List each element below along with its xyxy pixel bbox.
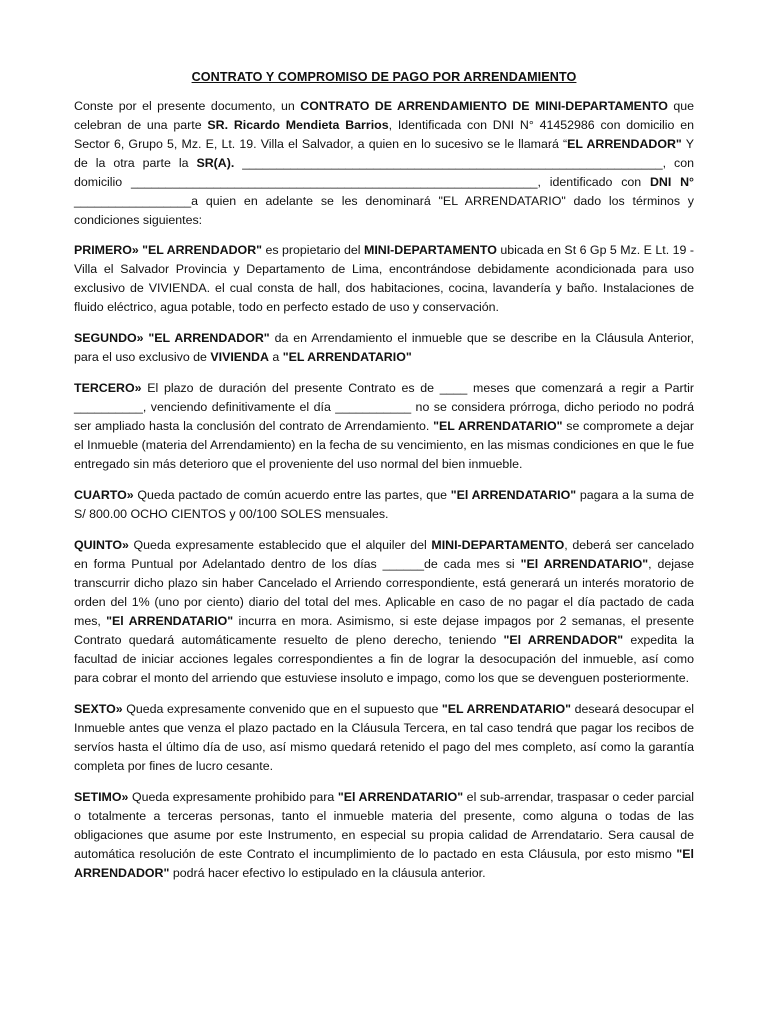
bold-text-run: CONTRATO DE ARRENDAMIENTO DE MINI-DEPARTAMENTO: [300, 99, 668, 113]
bold-text-run: CUARTO»: [74, 488, 134, 502]
clause-quinto: [74, 536, 694, 688]
text-run: deseará desocupar el Inmueble antes que venza el plazo pactado en la Cláusula Tercera, en tal caso tendrá que pagar los recibos de servíos hasta el último día de uso, así mismo quedará retenido el pago del mes completo, así como la garantía completa por fines de lucro cesante.: [74, 702, 694, 773]
bold-text-run: SEGUNDO» "EL ARRENDADOR": [74, 331, 270, 345]
text-run: _________________a quien en adelante se les denominará "EL ARRENDATARIO" dado los términos y condiciones siguientes:: [74, 194, 694, 227]
text-run: es propietario del: [262, 243, 365, 257]
text-run: se compromete a dejar el Inmueble (materia del Arrendamiento) en la fecha de su vencimiento, en las mismas condiciones en que le fue entregado sin más deterioro que el proveniente del uso normal del bien inmueble.: [74, 419, 694, 471]
bold-text-run: VIVIENDA: [210, 350, 269, 364]
clause-sexto: [74, 700, 694, 776]
bold-text-run: "EL ARRENDATARIO": [433, 419, 563, 433]
bold-text-run: TERCERO»: [74, 381, 142, 395]
bold-text-run: MINI-DEPARTAMENTO: [364, 243, 497, 257]
text-run: , dejase transcurrir dicho plazo sin haber Cancelado el Arriendo correspondiente, está generará un interés moratorio de orden del 1% (uno por ciento) diario del total del mes. Aplicable en caso de no pagar el día pactado de cada mes,: [74, 557, 694, 628]
text-run: Queda pactado de común acuerdo entre las partes, que: [133, 488, 451, 502]
clause-tercero: [74, 379, 694, 474]
clause-setimo: [74, 788, 694, 883]
text-run: da en Arrendamiento el inmueble que se describe en la Cláusula Anterior, para el uso exclusivo de: [74, 331, 694, 364]
clauses-container: [74, 241, 694, 883]
text-run: Conste por el presente documento, un: [74, 99, 301, 113]
bold-text-run: "El ARRENDATARIO": [450, 488, 577, 502]
bold-text-run: SETIMO»: [74, 790, 129, 804]
text-run: podrá hacer efectivo lo estipulado en la cláusula anterior.: [169, 866, 486, 880]
text-run: Queda expresamente convenido que en el supuesto que: [122, 702, 442, 716]
text-run: Queda expresamente establecido que el alquiler del: [128, 538, 432, 552]
bold-text-run: PRIMERO» "EL ARRENDADOR": [74, 243, 263, 257]
bold-text-run: SR. Ricardo Mendieta Barrios: [207, 118, 389, 132]
bold-text-run: QUINTO»: [74, 538, 129, 552]
clause-segundo: [74, 329, 694, 367]
text-run: que celebran de una parte: [74, 99, 694, 132]
text-run: a: [268, 350, 283, 364]
clause-primero: [74, 241, 694, 317]
bold-text-run: "El ARRENDADOR": [74, 847, 694, 880]
bold-text-run: "EL ARRENDATARIO": [282, 350, 412, 364]
document-title: CONTRATO Y COMPROMISO DE PAGO POR ARRENDAMIENTO: [191, 70, 577, 84]
text-run: incurra en mora. Asimismo, si este dejase impagos por 2 semanas, el presente Contrato quedará automáticamente resuelto de pleno derecho, teniendo: [74, 614, 694, 647]
bold-text-run: MINI-DEPARTAMENTO: [431, 538, 565, 552]
bold-text-run: "El ARRENDATARIO": [337, 790, 464, 804]
bold-text-run: SR(A).: [196, 156, 235, 170]
text-run: Y de la otra parte la: [74, 137, 694, 170]
text-run: _____________________________________________________________, con domicilio ___________________________________________________________, identificado con: [74, 156, 694, 189]
text-run: pagara a la suma de S/ 800.00 OCHO CIENTOS y 00/100 SOLES mensuales.: [74, 488, 694, 521]
text-run: Queda expresamente prohibido para: [128, 790, 338, 804]
text-run: , deberá ser cancelado en forma Puntual por Adelantado dentro de los días ______de cada mes si: [74, 538, 694, 571]
bold-text-run: SEXTO»: [74, 702, 123, 716]
bold-text-run: "EL ARRENDATARIO": [441, 702, 572, 716]
text-run: el sub-arrendar, traspasar o ceder parcial o totalmente a terceras personas, tanto el inmueble materia del presente, como alguna o todas de las obligaciones que asume por este Instrumento, en especial su propia calidad de Arrendatario. Sera causal de automática resolución de este Contrato el incumplimiento de lo pactado en esta Cláusula, por esto mismo: [74, 790, 694, 861]
bold-text-run: "El ARRENDATARIO": [520, 557, 649, 571]
text-run: El plazo de duración del presente Contrato es de ____ meses que comenzará a regir a Partir __________, venciendo definitivamente el día ___________ no se considera prórroga, dicho periodo no podrá ser ampliado hasta la conclusión del contrato de Arrendamiento.: [74, 381, 694, 433]
clause-cuarto: [74, 486, 694, 524]
text-run: ubicada en St 6 Gp 5 Mz. E Lt. 19 - Villa el Salvador Provincia y Departamento de Lima, encontrándose debidamente acondicionada para uso exclusivo de VIVIENDA. el cual consta de hall, dos habitaciones, cocina, lavandería y baño. Instalaciones de fluido eléctrico, agua potable, todo en perfecto estado de uso y conservación.: [74, 243, 694, 314]
bold-text-run: "El ARRENDATARIO": [106, 614, 234, 628]
intro-paragraph: [74, 97, 694, 230]
text-run: expedita la facultad de iniciar acciones legales correspondientes a fin de lograr la desocupación del inmueble, así como para cobrar el monto del arriendo que estuviese insoluto e impago, como los que se devenguen posteriormente.: [74, 633, 694, 685]
text-run: , Identificada con DNI N° 41452986 con domicilio en Sector 6, Grupo 5, Mz. E, Lt. 19. Villa el Salvador, a quien en lo sucesivo se le llamará “: [74, 118, 695, 151]
bold-text-run: "El ARRENDADOR": [503, 633, 624, 647]
bold-text-run: EL ARRENDADOR": [567, 137, 682, 151]
bold-text-run: DNI N°: [649, 175, 695, 189]
